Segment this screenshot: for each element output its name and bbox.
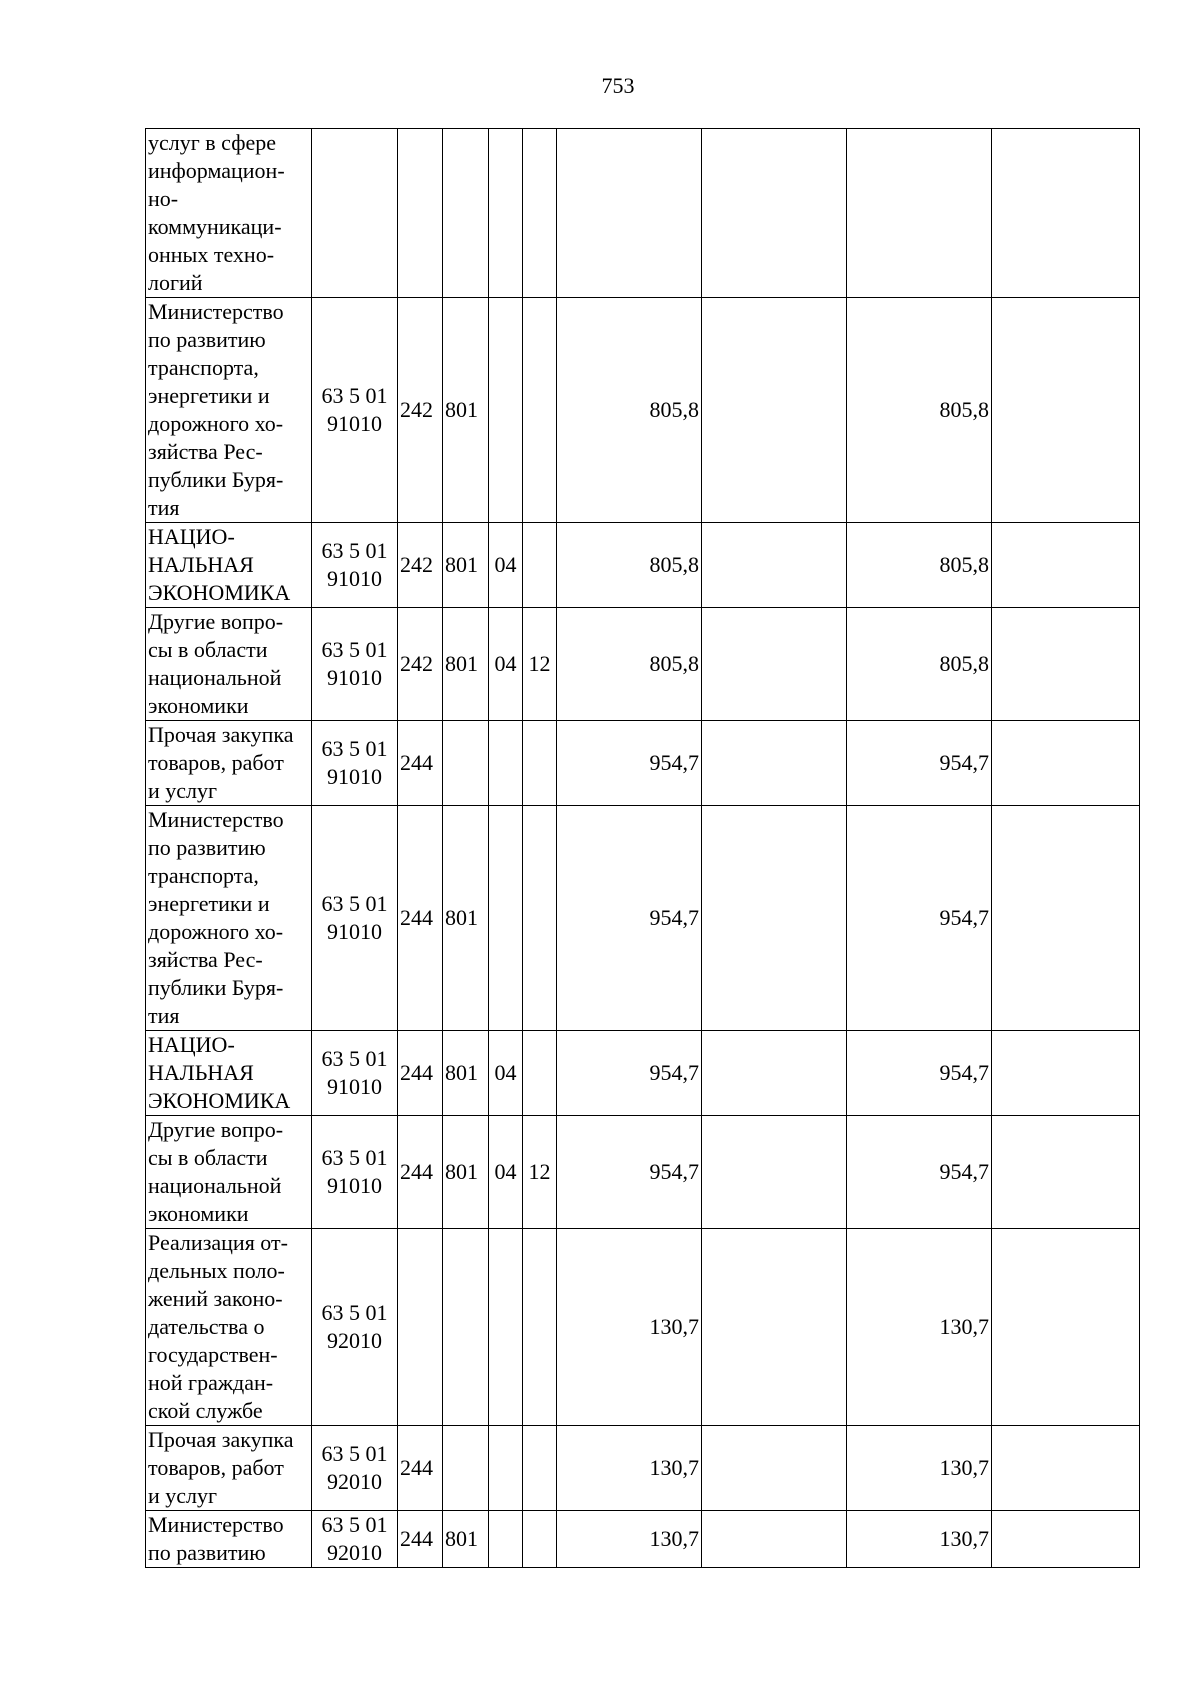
empty-cell (702, 1511, 847, 1568)
page-number: 753 (601, 73, 635, 98)
ministry-code-cell: 801 (443, 523, 489, 608)
item-name-line: онных техно- (148, 242, 275, 267)
target-article-cell (312, 129, 398, 298)
item-name-cell (146, 608, 312, 721)
empty-cell (702, 1229, 847, 1426)
item-name-line: Другие вопро- (148, 1117, 284, 1142)
subsection-cell (523, 129, 557, 298)
section-cell: 04 (489, 1116, 523, 1229)
table-row (146, 1426, 1140, 1511)
subsection-cell (523, 1426, 557, 1511)
item-name-cell (146, 1116, 312, 1229)
target-article-line: 92010 (327, 1328, 382, 1353)
section-cell: 04 (489, 1031, 523, 1116)
item-name-line: экономики (148, 1201, 249, 1226)
expense-type-cell: 244 (398, 721, 443, 806)
empty-cell (992, 1229, 1140, 1426)
amount-cell: 130,7 (847, 1511, 992, 1568)
item-name-line: Министерство (148, 299, 284, 324)
empty-cell (702, 1426, 847, 1511)
section-cell (489, 1229, 523, 1426)
amount-cell: 954,7 (847, 1031, 992, 1116)
amount-cell: 954,7 (557, 806, 702, 1031)
target-article-line: 63 5 01 (321, 538, 388, 563)
empty-cell (702, 298, 847, 523)
table-body (146, 129, 1140, 1568)
target-article-cell (312, 806, 398, 1031)
target-article-line: 63 5 01 (321, 891, 388, 916)
section-cell (489, 721, 523, 806)
empty-cell (992, 1031, 1140, 1116)
item-name-cell (146, 721, 312, 806)
item-name-line: дательства о (148, 1314, 265, 1339)
expense-type-cell: 242 (398, 298, 443, 523)
table-row (146, 1511, 1140, 1568)
ministry-code-cell: 801 (443, 1116, 489, 1229)
amount-cell: 954,7 (847, 806, 992, 1031)
target-article-line: 91010 (327, 1173, 382, 1198)
empty-cell (702, 523, 847, 608)
item-name-line: национальной (148, 665, 282, 690)
item-name-line: жений законо- (148, 1286, 283, 1311)
subsection-cell (523, 1031, 557, 1116)
target-article-line: 63 5 01 (321, 1145, 388, 1170)
empty-cell (702, 806, 847, 1031)
amount-cell (847, 129, 992, 298)
amount-cell: 130,7 (557, 1426, 702, 1511)
target-article-line: 91010 (327, 764, 382, 789)
item-name-line: ЭКОНОМИКА (148, 580, 291, 605)
item-name-cell (146, 1426, 312, 1511)
item-name-cell (146, 806, 312, 1031)
item-name-line: национальной (148, 1173, 282, 1198)
section-cell (489, 129, 523, 298)
item-name-line: по развитию (148, 835, 266, 860)
empty-cell (992, 608, 1140, 721)
target-article-line: 63 5 01 (321, 1512, 388, 1537)
table-row (146, 721, 1140, 806)
item-name-line: ской службе (148, 1398, 263, 1423)
empty-cell (992, 129, 1140, 298)
target-article-cell (312, 1031, 398, 1116)
target-article-line: 91010 (327, 919, 382, 944)
item-name-line: энергетики и (148, 891, 270, 916)
target-article-line: 63 5 01 (321, 736, 388, 761)
section-cell (489, 806, 523, 1031)
item-name-line: зяйства Рес- (148, 947, 263, 972)
ministry-code-cell (443, 129, 489, 298)
target-article-line: 91010 (327, 1074, 382, 1099)
subsection-cell: 12 (523, 608, 557, 721)
item-name-line: тия (148, 1003, 180, 1028)
item-name-line: транспорта, (148, 355, 259, 380)
item-name-line: и услуг (148, 1483, 218, 1508)
empty-cell (992, 1511, 1140, 1568)
item-name-cell (146, 129, 312, 298)
ministry-code-cell: 801 (443, 1031, 489, 1116)
amount-cell: 954,7 (847, 721, 992, 806)
section-cell: 04 (489, 608, 523, 721)
item-name-line: информацион- (148, 158, 285, 183)
item-name-line: зяйства Рес- (148, 439, 263, 464)
subsection-cell: 12 (523, 1116, 557, 1229)
ministry-code-cell (443, 1426, 489, 1511)
item-name-line: по развитию (148, 327, 266, 352)
item-name-line: сы в области (148, 637, 268, 662)
expense-type-cell: 244 (398, 1426, 443, 1511)
subsection-cell (523, 806, 557, 1031)
target-article-cell (312, 298, 398, 523)
target-article-cell (312, 1229, 398, 1426)
amount-cell: 130,7 (557, 1511, 702, 1568)
empty-cell (992, 721, 1140, 806)
item-name-line: коммуникаци- (148, 214, 282, 239)
subsection-cell (523, 721, 557, 806)
amount-cell: 130,7 (847, 1426, 992, 1511)
ministry-code-cell: 801 (443, 608, 489, 721)
item-name-line: тия (148, 495, 180, 520)
amount-cell: 954,7 (557, 1116, 702, 1229)
item-name-line: и услуг (148, 778, 218, 803)
item-name-cell (146, 298, 312, 523)
section-cell (489, 1511, 523, 1568)
empty-cell (992, 523, 1140, 608)
item-name-line: логий (148, 270, 203, 295)
target-article-line: 91010 (327, 665, 382, 690)
target-article-line: 63 5 01 (321, 1441, 388, 1466)
target-article-cell (312, 721, 398, 806)
amount-cell: 805,8 (847, 298, 992, 523)
item-name-line: энергетики и (148, 383, 270, 408)
item-name-line: НАЛЬНАЯ (148, 552, 254, 577)
expense-type-cell (398, 129, 443, 298)
item-name-cell (146, 523, 312, 608)
table-row (146, 523, 1140, 608)
item-name-line: публики Буря- (148, 467, 284, 492)
item-name-line: государствен- (148, 1342, 278, 1367)
ministry-code-cell (443, 721, 489, 806)
expense-type-cell: 244 (398, 1116, 443, 1229)
amount-cell: 805,8 (557, 523, 702, 608)
subsection-cell (523, 1229, 557, 1426)
item-name-line: дорожного хо- (148, 919, 284, 944)
item-name-line: Другие вопро- (148, 609, 284, 634)
item-name-line: ЭКОНОМИКА (148, 1088, 291, 1113)
target-article-line: 92010 (327, 1469, 382, 1494)
amount-cell: 805,8 (847, 523, 992, 608)
target-article-cell (312, 1426, 398, 1511)
item-name-line: но- (148, 186, 179, 211)
expense-type-cell: 244 (398, 1031, 443, 1116)
empty-cell (702, 129, 847, 298)
expense-type-cell: 242 (398, 523, 443, 608)
table-row (146, 298, 1140, 523)
item-name-cell (146, 1229, 312, 1426)
amount-cell (557, 129, 702, 298)
table-row (146, 608, 1140, 721)
subsection-cell (523, 523, 557, 608)
target-article-cell (312, 1511, 398, 1568)
item-name-cell (146, 1511, 312, 1568)
target-article-cell (312, 1116, 398, 1229)
ministry-code-cell: 801 (443, 1511, 489, 1568)
empty-cell (992, 806, 1140, 1031)
target-article-line: 91010 (327, 566, 382, 591)
expense-type-cell: 244 (398, 806, 443, 1031)
item-name-line: услуг в сфере (148, 130, 276, 155)
item-name-line: НАЦИО- (148, 524, 235, 549)
item-name-line: Министерство (148, 1512, 284, 1537)
ministry-code-cell: 801 (443, 298, 489, 523)
amount-cell: 805,8 (557, 608, 702, 721)
ministry-code-cell: 801 (443, 806, 489, 1031)
item-name-line: Министерство (148, 807, 284, 832)
item-name-line: Реализация от- (148, 1230, 288, 1255)
item-name-line: Прочая закупка (148, 1427, 294, 1452)
amount-cell: 805,8 (557, 298, 702, 523)
empty-cell (702, 1116, 847, 1229)
amount-cell: 130,7 (557, 1229, 702, 1426)
target-article-line: 63 5 01 (321, 1300, 388, 1325)
item-name-line: товаров, работ (148, 750, 284, 775)
section-cell (489, 298, 523, 523)
budget-table (145, 128, 1140, 1568)
target-article-cell (312, 608, 398, 721)
empty-cell (702, 1031, 847, 1116)
item-name-line: сы в области (148, 1145, 268, 1170)
table-row (146, 129, 1140, 298)
target-article-line: 63 5 01 (321, 383, 388, 408)
expense-type-cell (398, 1229, 443, 1426)
expense-type-cell: 242 (398, 608, 443, 721)
amount-cell: 954,7 (557, 721, 702, 806)
expense-type-cell: 244 (398, 1511, 443, 1568)
item-name-line: экономики (148, 693, 249, 718)
section-cell: 04 (489, 523, 523, 608)
section-cell (489, 1426, 523, 1511)
target-article-line: 92010 (327, 1540, 382, 1565)
item-name-line: публики Буря- (148, 975, 284, 1000)
amount-cell: 954,7 (557, 1031, 702, 1116)
amount-cell: 805,8 (847, 608, 992, 721)
item-name-line: товаров, работ (148, 1455, 284, 1480)
empty-cell (702, 608, 847, 721)
item-name-cell (146, 1031, 312, 1116)
item-name-line: по развитию (148, 1540, 266, 1565)
item-name-line: НАЦИО- (148, 1032, 235, 1057)
table-row (146, 1116, 1140, 1229)
table-row (146, 1229, 1140, 1426)
empty-cell (992, 1116, 1140, 1229)
target-article-line: 63 5 01 (321, 1046, 388, 1071)
item-name-line: дельных поло- (148, 1258, 285, 1283)
item-name-line: Прочая закупка (148, 722, 294, 747)
table-row (146, 1031, 1140, 1116)
amount-cell: 130,7 (847, 1229, 992, 1426)
empty-cell (702, 721, 847, 806)
item-name-line: дорожного хо- (148, 411, 284, 436)
target-article-line: 63 5 01 (321, 637, 388, 662)
amount-cell: 954,7 (847, 1116, 992, 1229)
subsection-cell (523, 1511, 557, 1568)
target-article-line: 91010 (327, 411, 382, 436)
item-name-line: ной граждан- (148, 1370, 274, 1395)
subsection-cell (523, 298, 557, 523)
empty-cell (992, 1426, 1140, 1511)
item-name-line: транспорта, (148, 863, 259, 888)
target-article-cell (312, 523, 398, 608)
table-row (146, 806, 1140, 1031)
item-name-line: НАЛЬНАЯ (148, 1060, 254, 1085)
ministry-code-cell (443, 1229, 489, 1426)
empty-cell (992, 298, 1140, 523)
